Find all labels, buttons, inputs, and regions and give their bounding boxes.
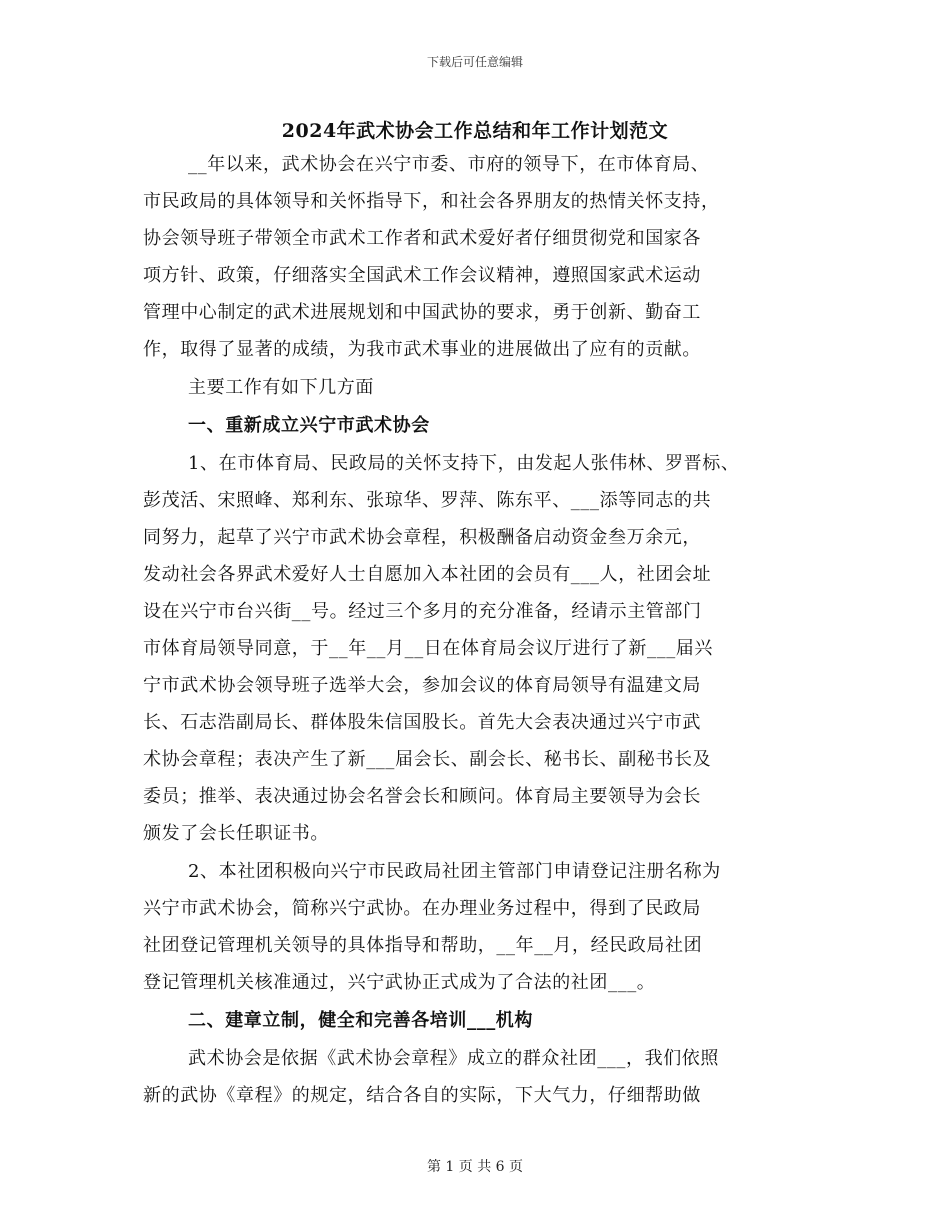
- body-line: 登记管理机关核准通过，兴宁武协正式成为了合法的社团___。: [143, 972, 656, 993]
- body-line: 彭茂活、宋照峰、郑利东、张琼华、罗萍、陈东平、___添等同志的共: [143, 490, 712, 511]
- document-title: 2024年武术协会工作总结和年工作计划范文: [281, 120, 669, 142]
- body-line: 发动社会各界武术爱好人士自愿加入本社团的会员有___人，社团会址: [143, 564, 712, 585]
- body-line: 新的武协《章程》的规定，结合各自的实际，下大气力，仔细帮助做: [143, 1085, 701, 1106]
- body-line: 主要工作有如下几方面: [188, 377, 374, 398]
- body-line: 协会领导班子带领全市武术工作者和武术爱好者仔细贯彻党和国家各: [143, 228, 701, 249]
- body-line: 术协会章程；表决产生了新___届会长、副会长、秘书长、副秘书长及: [143, 749, 712, 770]
- body-line: 武术协会是依据《武术协会章程》成立的群众社团___，我们依照: [188, 1048, 719, 1069]
- body-line: 项方针、政策，仔细落实全国武术工作会议精神，遵照国家武术运动: [143, 265, 701, 286]
- body-line: 宁市武术协会领导班子选举大会，参加会议的体育局领导有温建文局: [143, 675, 701, 696]
- section-heading: 二、建章立制，健全和完善各培训___机构: [188, 1010, 533, 1031]
- body-line: 长、石志浩副局长、群体股朱信国股长。首先大会表决通过兴宁市武: [143, 712, 701, 733]
- body-line: 市民政局的具体领导和关怀指导下，和社会各界朋友的热情关怀支持，: [143, 191, 720, 212]
- body-line: 作，取得了显著的成绩，为我市武术事业的进展做出了应有的贡献。: [143, 339, 701, 360]
- section-heading: 一、重新成立兴宁市武术协会: [188, 415, 430, 436]
- body-line: 2、本社团积极向兴宁市民政局社团主管部门申请登记注册名称为: [188, 861, 721, 882]
- body-line: 兴宁市武术协会，简称兴宁武协。在办理业务过程中，得到了民政局: [143, 898, 701, 919]
- body-line: 管理中心制定的武术进展规划和中国武协的要求，勇于创新、勤奋工: [143, 302, 701, 323]
- page-footer: 第 1 页 共 6 页: [426, 1159, 524, 1175]
- header-note: 下载后可任意编辑: [426, 55, 523, 69]
- body-line: 同努力，起草了兴宁市武术协会章程，积极酬备启动资金叁万余元，: [143, 527, 701, 548]
- body-line: __年以来，武术协会在兴宁市委、市府的领导下，在市体育局、: [188, 154, 710, 175]
- body-line: 1、在市体育局、民政局的关怀支持下，由发起人张伟林、罗晋标、: [188, 453, 740, 474]
- body-line: 委员；推举、表决通过协会名誉会长和顾问。体育局主要领导为会长: [143, 786, 701, 807]
- body-line: 市体育局领导同意，于__年__月__日在体育局会议厅进行了新___届兴: [143, 638, 713, 659]
- body-line: 社团登记管理机关领导的具体指导和帮助，__年__月，经民政局社团: [143, 935, 703, 956]
- body-line: 设在兴宁市台兴街__号。经过三个多月的充分准备，经请示主管部门: [143, 601, 702, 622]
- body-line: 颁发了会长任职证书。: [143, 823, 329, 844]
